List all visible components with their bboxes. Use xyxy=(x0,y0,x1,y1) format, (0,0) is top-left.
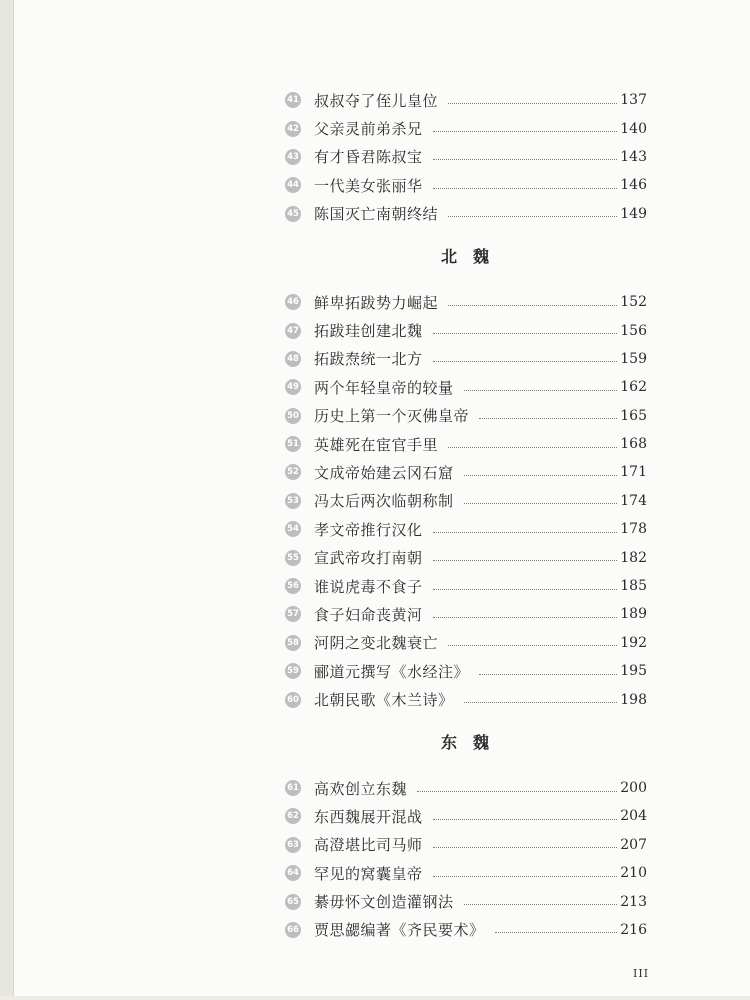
chapter-number-badge: 50 xyxy=(285,408,301,424)
chapter-page-number: 143 xyxy=(620,148,647,165)
section-heading-beiwei: 北魏 xyxy=(440,246,505,266)
toc-entry[interactable] xyxy=(285,402,647,430)
chapter-number-badge: 48 xyxy=(285,351,301,367)
toc-entry[interactable] xyxy=(285,629,647,657)
chapter-page-number: 189 xyxy=(620,606,647,623)
dot-leader xyxy=(417,791,617,792)
toc-entry[interactable] xyxy=(285,143,647,171)
chapter-title: 一代美女张丽华 xyxy=(314,176,423,195)
chapter-page-number: 213 xyxy=(620,893,647,910)
chapter-title: 高澄堪比司马师 xyxy=(314,836,423,855)
chapter-number-badge: 64 xyxy=(285,865,301,881)
toc-entry[interactable] xyxy=(285,114,647,142)
chapter-title: 英雄死在宦官手里 xyxy=(314,435,439,454)
toc-entry[interactable] xyxy=(285,487,647,515)
dot-leader xyxy=(433,819,618,820)
table-of-contents xyxy=(285,86,647,944)
toc-entry[interactable] xyxy=(285,430,647,458)
dot-leader xyxy=(464,904,618,905)
chapter-title: 历史上第一个灭佛皇帝 xyxy=(314,407,470,426)
toc-entry[interactable] xyxy=(285,859,647,887)
chapter-title: 拓跋珪创建北魏 xyxy=(314,322,423,341)
chapter-number-badge: 62 xyxy=(285,808,301,824)
chapter-number-badge: 54 xyxy=(285,521,301,537)
chapter-number-badge: 59 xyxy=(285,663,301,679)
book-spine-edge xyxy=(0,0,13,1000)
spine-divider xyxy=(13,0,14,1000)
dot-leader xyxy=(495,932,618,933)
chapter-number-badge: 56 xyxy=(285,578,301,594)
chapter-number-badge: 52 xyxy=(285,464,301,480)
dot-leader xyxy=(464,503,618,504)
chapter-page-number: 216 xyxy=(620,921,647,938)
chapter-number-badge: 43 xyxy=(285,149,301,165)
toc-entry[interactable] xyxy=(285,543,647,571)
chapter-title: 贾思勰编著《齐民要术》 xyxy=(314,921,485,940)
chapter-page-number: 174 xyxy=(620,492,647,509)
dot-leader xyxy=(479,674,617,675)
chapter-page-number: 162 xyxy=(620,379,647,396)
toc-entry[interactable] xyxy=(285,345,647,373)
dot-leader xyxy=(433,847,618,848)
dot-leader xyxy=(464,475,618,476)
dot-leader xyxy=(448,103,617,104)
dot-leader xyxy=(464,390,618,391)
toc-entry[interactable] xyxy=(285,86,647,114)
chapter-number-badge: 61 xyxy=(285,780,301,796)
chapter-page-number: 185 xyxy=(620,578,647,595)
chapter-number-badge: 53 xyxy=(285,493,301,509)
chapter-page-number: 204 xyxy=(620,808,647,825)
toc-entry[interactable] xyxy=(285,373,647,401)
chapter-page-number: 195 xyxy=(620,663,647,680)
chapter-title: 拓跋焘统一北方 xyxy=(314,350,423,369)
chapter-page-number: 159 xyxy=(620,350,647,367)
toc-group-beiwei xyxy=(285,288,647,714)
toc-entry[interactable] xyxy=(285,685,647,713)
toc-entry[interactable] xyxy=(285,458,647,486)
chapter-page-number: 178 xyxy=(620,521,647,538)
page-bottom-edge xyxy=(0,996,750,1000)
chapter-number-badge: 58 xyxy=(285,635,301,651)
chapter-title: 有才昏君陈叔宝 xyxy=(314,148,423,167)
toc-entry[interactable] xyxy=(285,802,647,830)
chapter-page-number: 171 xyxy=(620,464,647,481)
section-heading-dongwei: 东魏 xyxy=(440,732,505,752)
toc-entry[interactable] xyxy=(285,600,647,628)
chapter-title: 河阴之变北魏衰亡 xyxy=(314,634,439,653)
toc-entry[interactable] xyxy=(285,572,647,600)
dot-leader xyxy=(464,702,618,703)
dot-leader xyxy=(433,560,618,561)
chapter-page-number: 140 xyxy=(620,120,647,137)
dot-leader xyxy=(448,645,617,646)
toc-entry[interactable] xyxy=(285,288,647,316)
chapter-number-badge: 45 xyxy=(285,206,301,222)
chapter-number-badge: 66 xyxy=(285,922,301,938)
toc-entry[interactable] xyxy=(285,774,647,802)
chapter-title: 文成帝始建云冈石窟 xyxy=(314,463,454,482)
chapter-title: 高欢创立东魏 xyxy=(314,779,408,798)
dot-leader xyxy=(479,418,617,419)
chapter-title: 两个年轻皇帝的较量 xyxy=(314,378,454,397)
chapter-title: 食子妇命丧黄河 xyxy=(314,605,423,624)
chapter-page-number: 207 xyxy=(620,836,647,853)
chapter-page-number: 146 xyxy=(620,177,647,194)
toc-entry[interactable] xyxy=(285,887,647,915)
chapter-page-number: 165 xyxy=(620,407,647,424)
chapter-title: 东西魏展开混战 xyxy=(314,807,423,826)
chapter-title: 鲜卑拓跋势力崛起 xyxy=(314,293,439,312)
dot-leader xyxy=(448,305,617,306)
chapter-number-badge: 41 xyxy=(285,92,301,108)
chapter-page-number: 152 xyxy=(620,294,647,311)
dot-leader xyxy=(433,876,618,877)
toc-entry[interactable] xyxy=(285,916,647,944)
chapter-page-number: 137 xyxy=(620,92,647,109)
folio-page-number: III xyxy=(633,967,650,980)
chapter-page-number: 156 xyxy=(620,322,647,339)
dot-leader xyxy=(433,333,618,334)
chapter-page-number: 149 xyxy=(620,205,647,222)
chapter-number-badge: 46 xyxy=(285,294,301,310)
toc-group-dongwei xyxy=(285,774,647,944)
dot-leader xyxy=(433,131,618,132)
chapter-number-badge: 47 xyxy=(285,323,301,339)
chapter-number-badge: 51 xyxy=(285,436,301,452)
chapter-page-number: 182 xyxy=(620,549,647,566)
chapter-title: 叔叔夺了侄儿皇位 xyxy=(314,91,439,110)
chapter-number-badge: 49 xyxy=(285,379,301,395)
chapter-page-number: 168 xyxy=(620,436,647,453)
dot-leader xyxy=(448,447,617,448)
dot-leader xyxy=(433,188,618,189)
chapter-title: 父亲灵前弟杀兄 xyxy=(314,120,423,139)
chapter-title: 北朝民歌《木兰诗》 xyxy=(314,691,454,710)
chapter-title: 罕见的窝囊皇帝 xyxy=(314,864,423,883)
chapter-title: 綦毋怀文创造灌钢法 xyxy=(314,893,454,912)
chapter-title: 宣武帝攻打南朝 xyxy=(314,549,423,568)
chapter-page-number: 192 xyxy=(620,634,647,651)
chapter-number-badge: 55 xyxy=(285,550,301,566)
dot-leader xyxy=(448,216,617,217)
chapter-number-badge: 63 xyxy=(285,837,301,853)
chapter-title: 郦道元撰写《水经注》 xyxy=(314,662,470,681)
dot-leader xyxy=(433,159,618,160)
chapter-title: 谁说虎毒不食子 xyxy=(314,577,423,596)
chapter-number-badge: 57 xyxy=(285,606,301,622)
chapter-number-badge: 44 xyxy=(285,177,301,193)
toc-entry[interactable] xyxy=(285,831,647,859)
toc-entry[interactable] xyxy=(285,200,647,228)
chapter-page-number: 210 xyxy=(620,865,647,882)
chapter-page-number: 198 xyxy=(620,691,647,708)
dot-leader xyxy=(433,617,618,618)
chapter-number-badge: 42 xyxy=(285,121,301,137)
chapter-number-badge: 60 xyxy=(285,692,301,708)
chapter-title: 陈国灭亡南朝终结 xyxy=(314,205,439,224)
toc-entry[interactable] xyxy=(285,515,647,543)
chapter-page-number: 200 xyxy=(620,780,647,796)
toc-entry[interactable] xyxy=(285,171,647,199)
chapter-number-badge: 65 xyxy=(285,894,301,910)
dot-leader xyxy=(433,532,618,533)
chapter-title: 孝文帝推行汉化 xyxy=(314,520,423,539)
dot-leader xyxy=(433,361,618,362)
toc-entry[interactable] xyxy=(285,657,647,685)
toc-entry[interactable] xyxy=(285,316,647,344)
toc-group-1 xyxy=(285,86,647,228)
chapter-title: 冯太后两次临朝称制 xyxy=(314,492,454,511)
dot-leader xyxy=(433,589,618,590)
